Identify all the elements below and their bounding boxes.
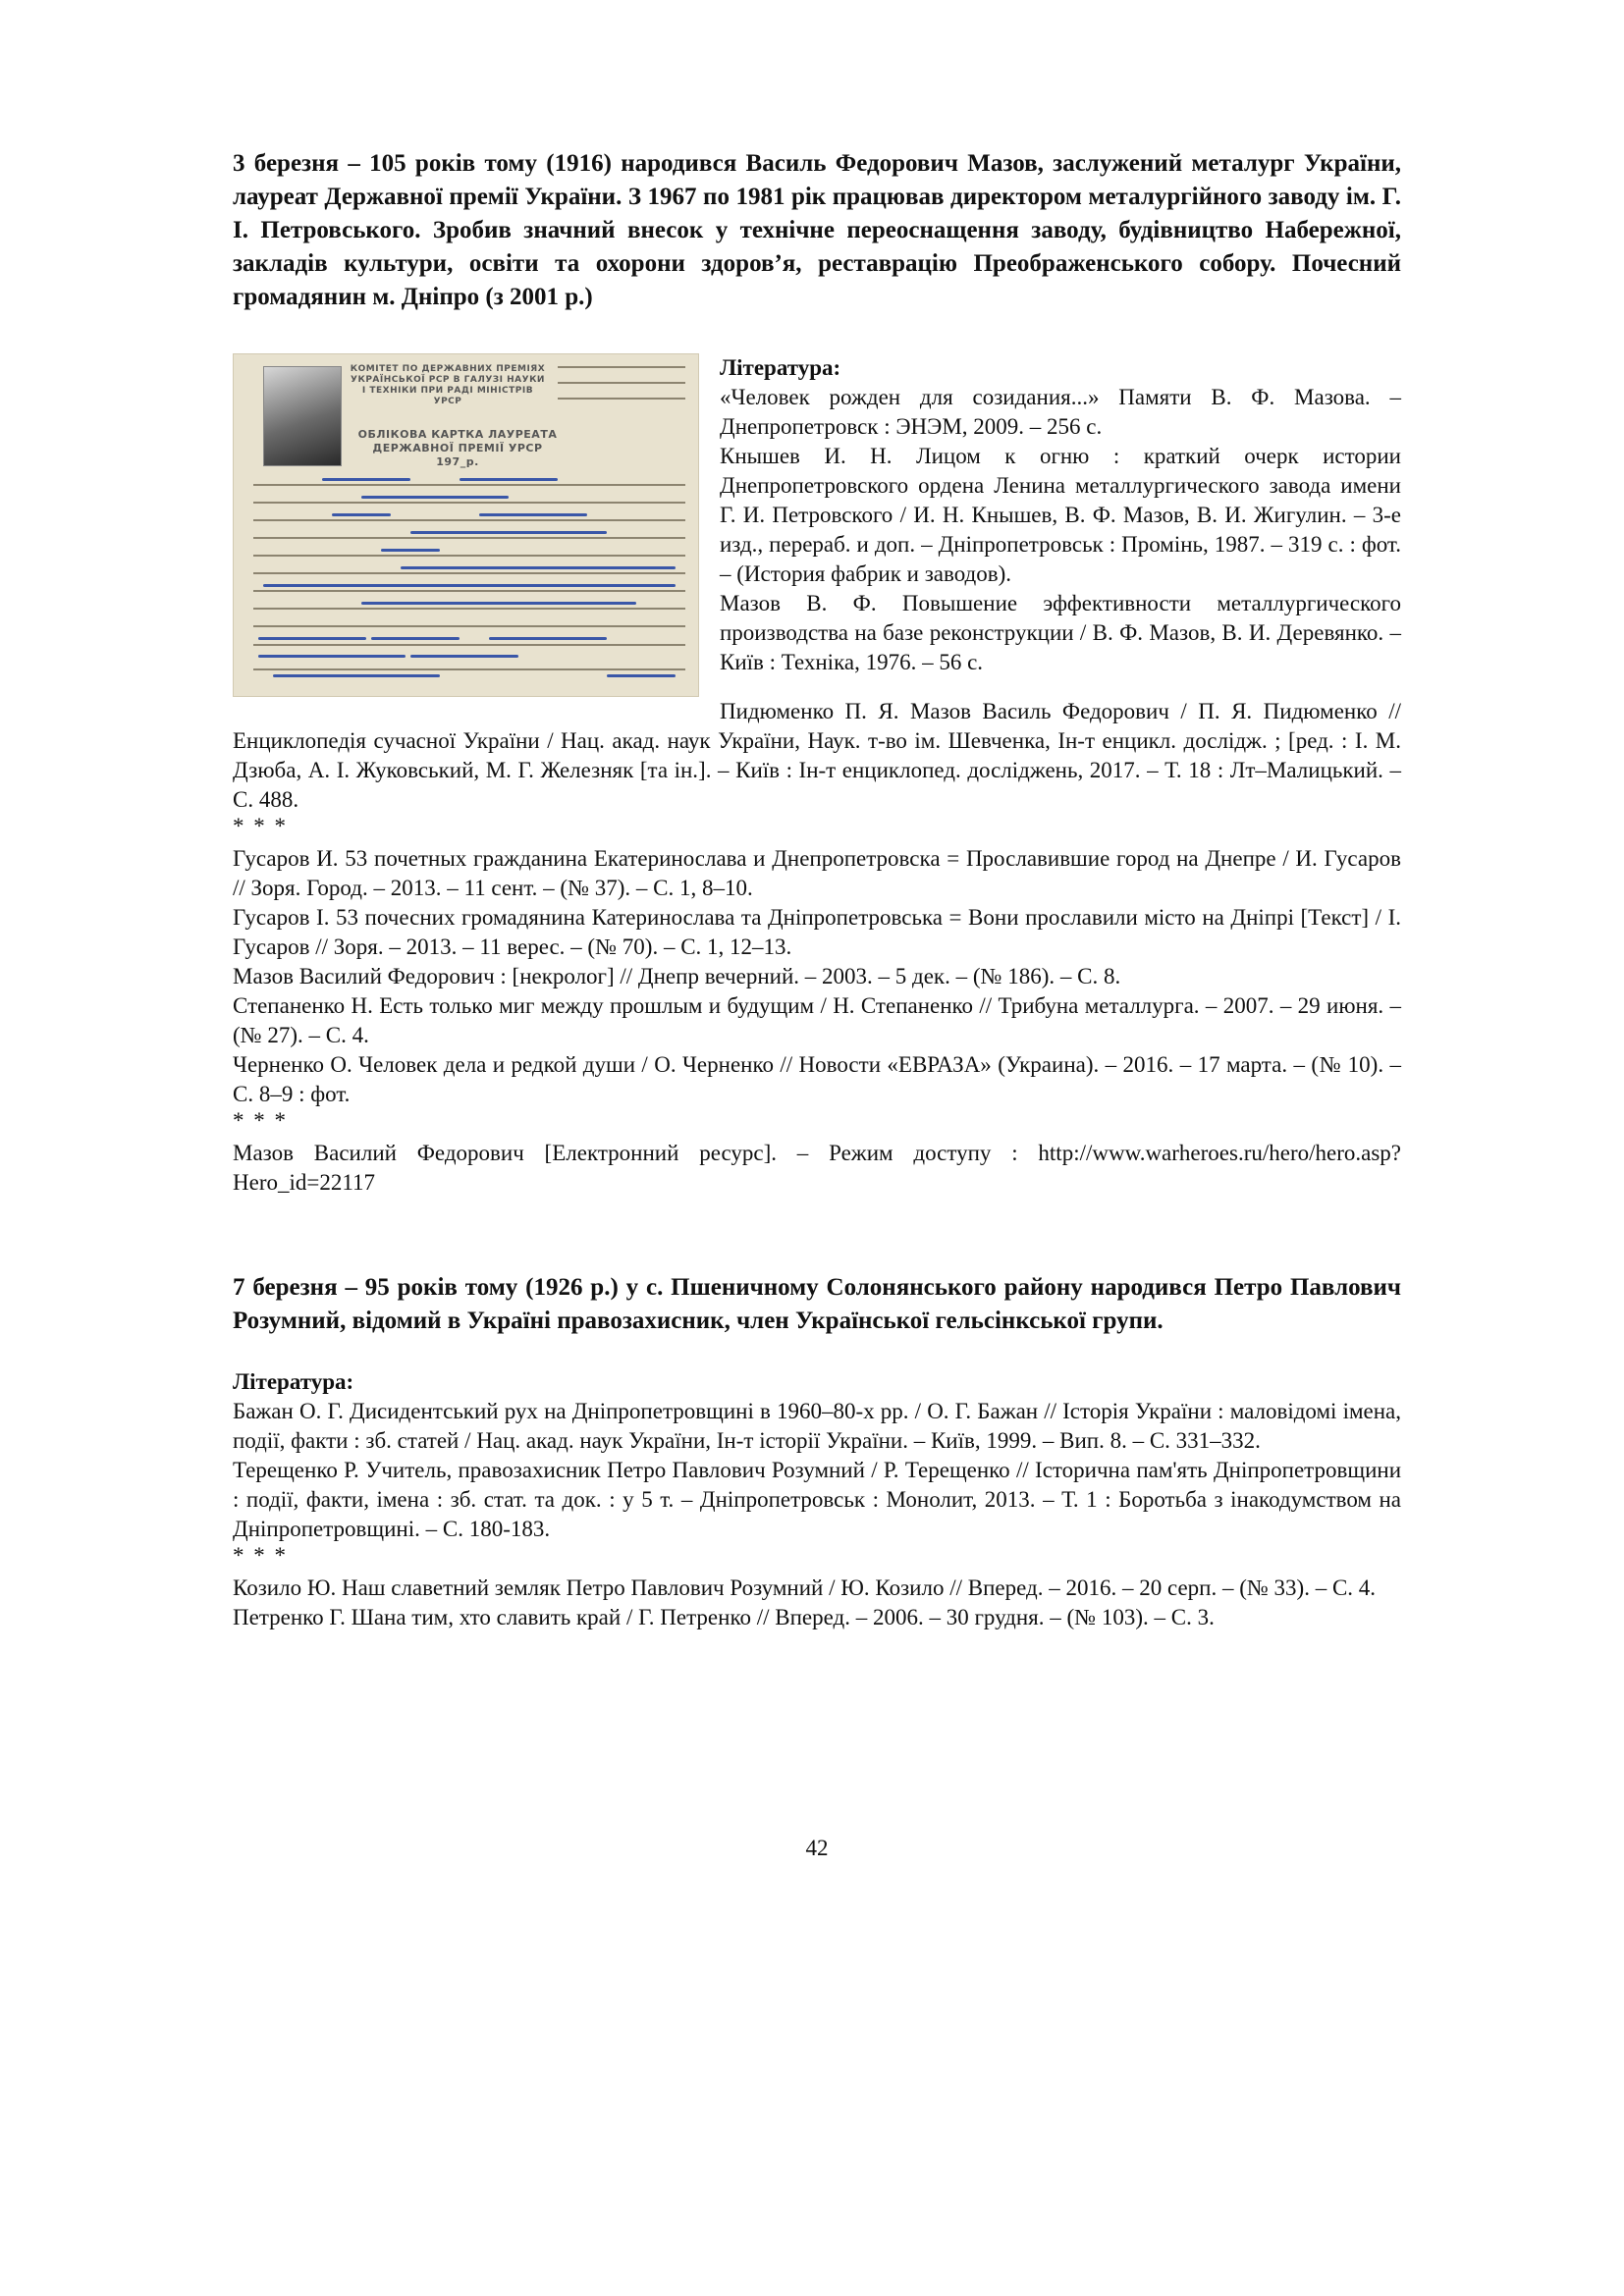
card-title: ОБЛІКОВА КАРТКА ЛАУРЕАТА ДЕРЖАВНОЇ ПРЕМІЇ УРСР 197_р. (357, 428, 558, 468)
reference-item: Кнышев И. Н. Лицом к огню : краткий очерк истории Днепропетровского ордена Ленина металлургического завода имени Г. И. Петровского / И. Н. Кнышев, В. Ф. Мазов, В. И. Жигулин. – 3-е изд., перераб. и доп. – Дніпропетровськ : Промінь, 1987. – 319 с. : фот. – (История фабрик и заводов). (720, 444, 1401, 586)
reference-item: Петренко Г. Шана тим, хто славить край / Г. Петренко // Вперед. – 2006. – 30 грудня. – (№ 103). – С. 3. (233, 1605, 1215, 1629)
reference-item: «Человек рожден для созидания...» Памяти В. Ф. Мазова. – Днепропетровск : ЭНЭМ, 2009. – 256 с. (720, 385, 1401, 439)
separator-stars: * * * (233, 814, 288, 838)
reference-item: Гусаров І. 53 почесних громадянина Катеринослава та Дніпропетровська = Вони прославили місто на Дніпрі [Текст] / І. Гусаров // Зоря. – 2013. – 11 верес. – (№ 70). – С. 1, 12–13. (233, 905, 1401, 959)
literature-label: Література: (720, 355, 841, 380)
reference-item: Пидюменко П. Я. Мазов Василь Федорович / П. Я. Пидюменко // Енциклопедія сучасної України / Нац. акад. наук України, Наук. т-во ім. Шевченка, Ін-т енцикл. дослідж. ; [ред. : І. М. Дзюба, А. І. Жуковський, М. Г. Железняк [та ін.]. – Київ : Ін-т енциклопед. досліджень, 2017. – Т. 18 : Лт–Малицький. – С. 488. (233, 699, 1401, 812)
separator-stars: * * * (233, 1108, 288, 1133)
literature-label: Література: (233, 1369, 354, 1394)
reference-item: Козило Ю. Наш славетний земляк Петро Павлович Розумний / Ю. Козило // Вперед. – 2016. – 20 серп. – (№ 33). – С. 4. (233, 1575, 1377, 1600)
registration-card (233, 353, 699, 697)
reference-list-full (233, 697, 1401, 1198)
section-heading: 3 березня – 105 років тому (1916) народився Василь Федорович Мазов, заслужений металург України, лауреат Державної премії України. З 1967 по 1981 рік працював директором металургійного заводу ім. Г. І. Петровського. Зробив значний внесок у технічне переоснащення заводу, будівництво Набережної, закладів культури, освіти та охорони здоров’я, реставрацію Преображенського собору. Почесний громадянин м. Дніпро (з 2001 р.) (233, 150, 1401, 310)
reference-item: Бажан О. Г. Дисидентський рух на Дніпропетровщині в 1960–80-х рр. / О. Г. Бажан // Історія України : маловідомі імена, події, факти : зб. статей / Нац. акад. наук України, Ін-т історії України. – Київ, 1999. – Вип. 8. – С. 331–332. (233, 1399, 1401, 1453)
section-heading: 7 березня – 95 років тому (1926 р.) у с. Пшеничному Солонянського району народився Петро Павлович Розумний, відомий в Україні правозахисник, член Української гельсінкської групи. (233, 1274, 1401, 1334)
reference-item: Черненко О. Человек дела и редкой души / О. Черненко // Новости «ЕВРАЗА» (Украина). – 2016. – 17 марта. – (№ 10). – С. 8–9 : фот. (233, 1052, 1401, 1106)
card-header: КОМІТЕТ ПО ДЕРЖАВНИХ ПРЕМІЯХ УКРАЇНСЬКОЇ РСР В ГАЛУЗІ НАУКИ І ТЕХНІКИ ПРИ РАДІ МІНІСТРІВ УРСР (350, 364, 546, 406)
section-rozumny (233, 1271, 1401, 1632)
laureate-card-image (233, 353, 699, 702)
reference-item-web: Мазов Василий Федорович [Електронний ресурс]. – Режим доступу : http://www.warheroes.ru/hero/hero.asp?Hero_id=22117 (233, 1141, 1401, 1195)
page-number: 42 (805, 1836, 829, 1860)
reference-item: Степаненко Н. Есть только миг между прошлым и будущим / Н. Степаненко // Трибуна металлурга. – 2007. – 29 июня. – (№ 27). – С. 4. (233, 993, 1401, 1047)
reference-item: Мазов Василий Федорович : [некролог] // Днепр вечерний. – 2003. – 5 дек. – (№ 186). – С. 8. (233, 964, 1121, 988)
separator-stars: * * * (233, 1543, 288, 1568)
portrait-photo (263, 366, 342, 466)
section-mazov (233, 147, 1401, 1195)
reference-item: Терещенко Р. Учитель, правозахисник Петро Павлович Розумний / Р. Терещенко // Історична пам'ять Дніпропетровщини : події, факти, імена : зб. стат. та док. : у 5 т. – Дніпропетровськ : Монолит, 2013. – Т. 1 : Боротьба з інакодумством на Дніпропетровщині. – С. 180-183. (233, 1458, 1401, 1541)
reference-item: Мазов В. Ф. Повышение эффективности металлургического производства на базе реконструкции / В. Ф. Мазов, В. И. Деревянко. – Київ : Техніка, 1976. – 56 с. (720, 591, 1401, 674)
literature-block-right (720, 353, 1401, 677)
reference-item: Гусаров И. 53 почетных гражданина Екатеринослава и Днепропетровска = Прославившие город на Днепре / И. Гусаров // Зоря. Город. – 2013. – 11 сент. – (№ 37). – С. 1, 8–10. (233, 846, 1401, 900)
